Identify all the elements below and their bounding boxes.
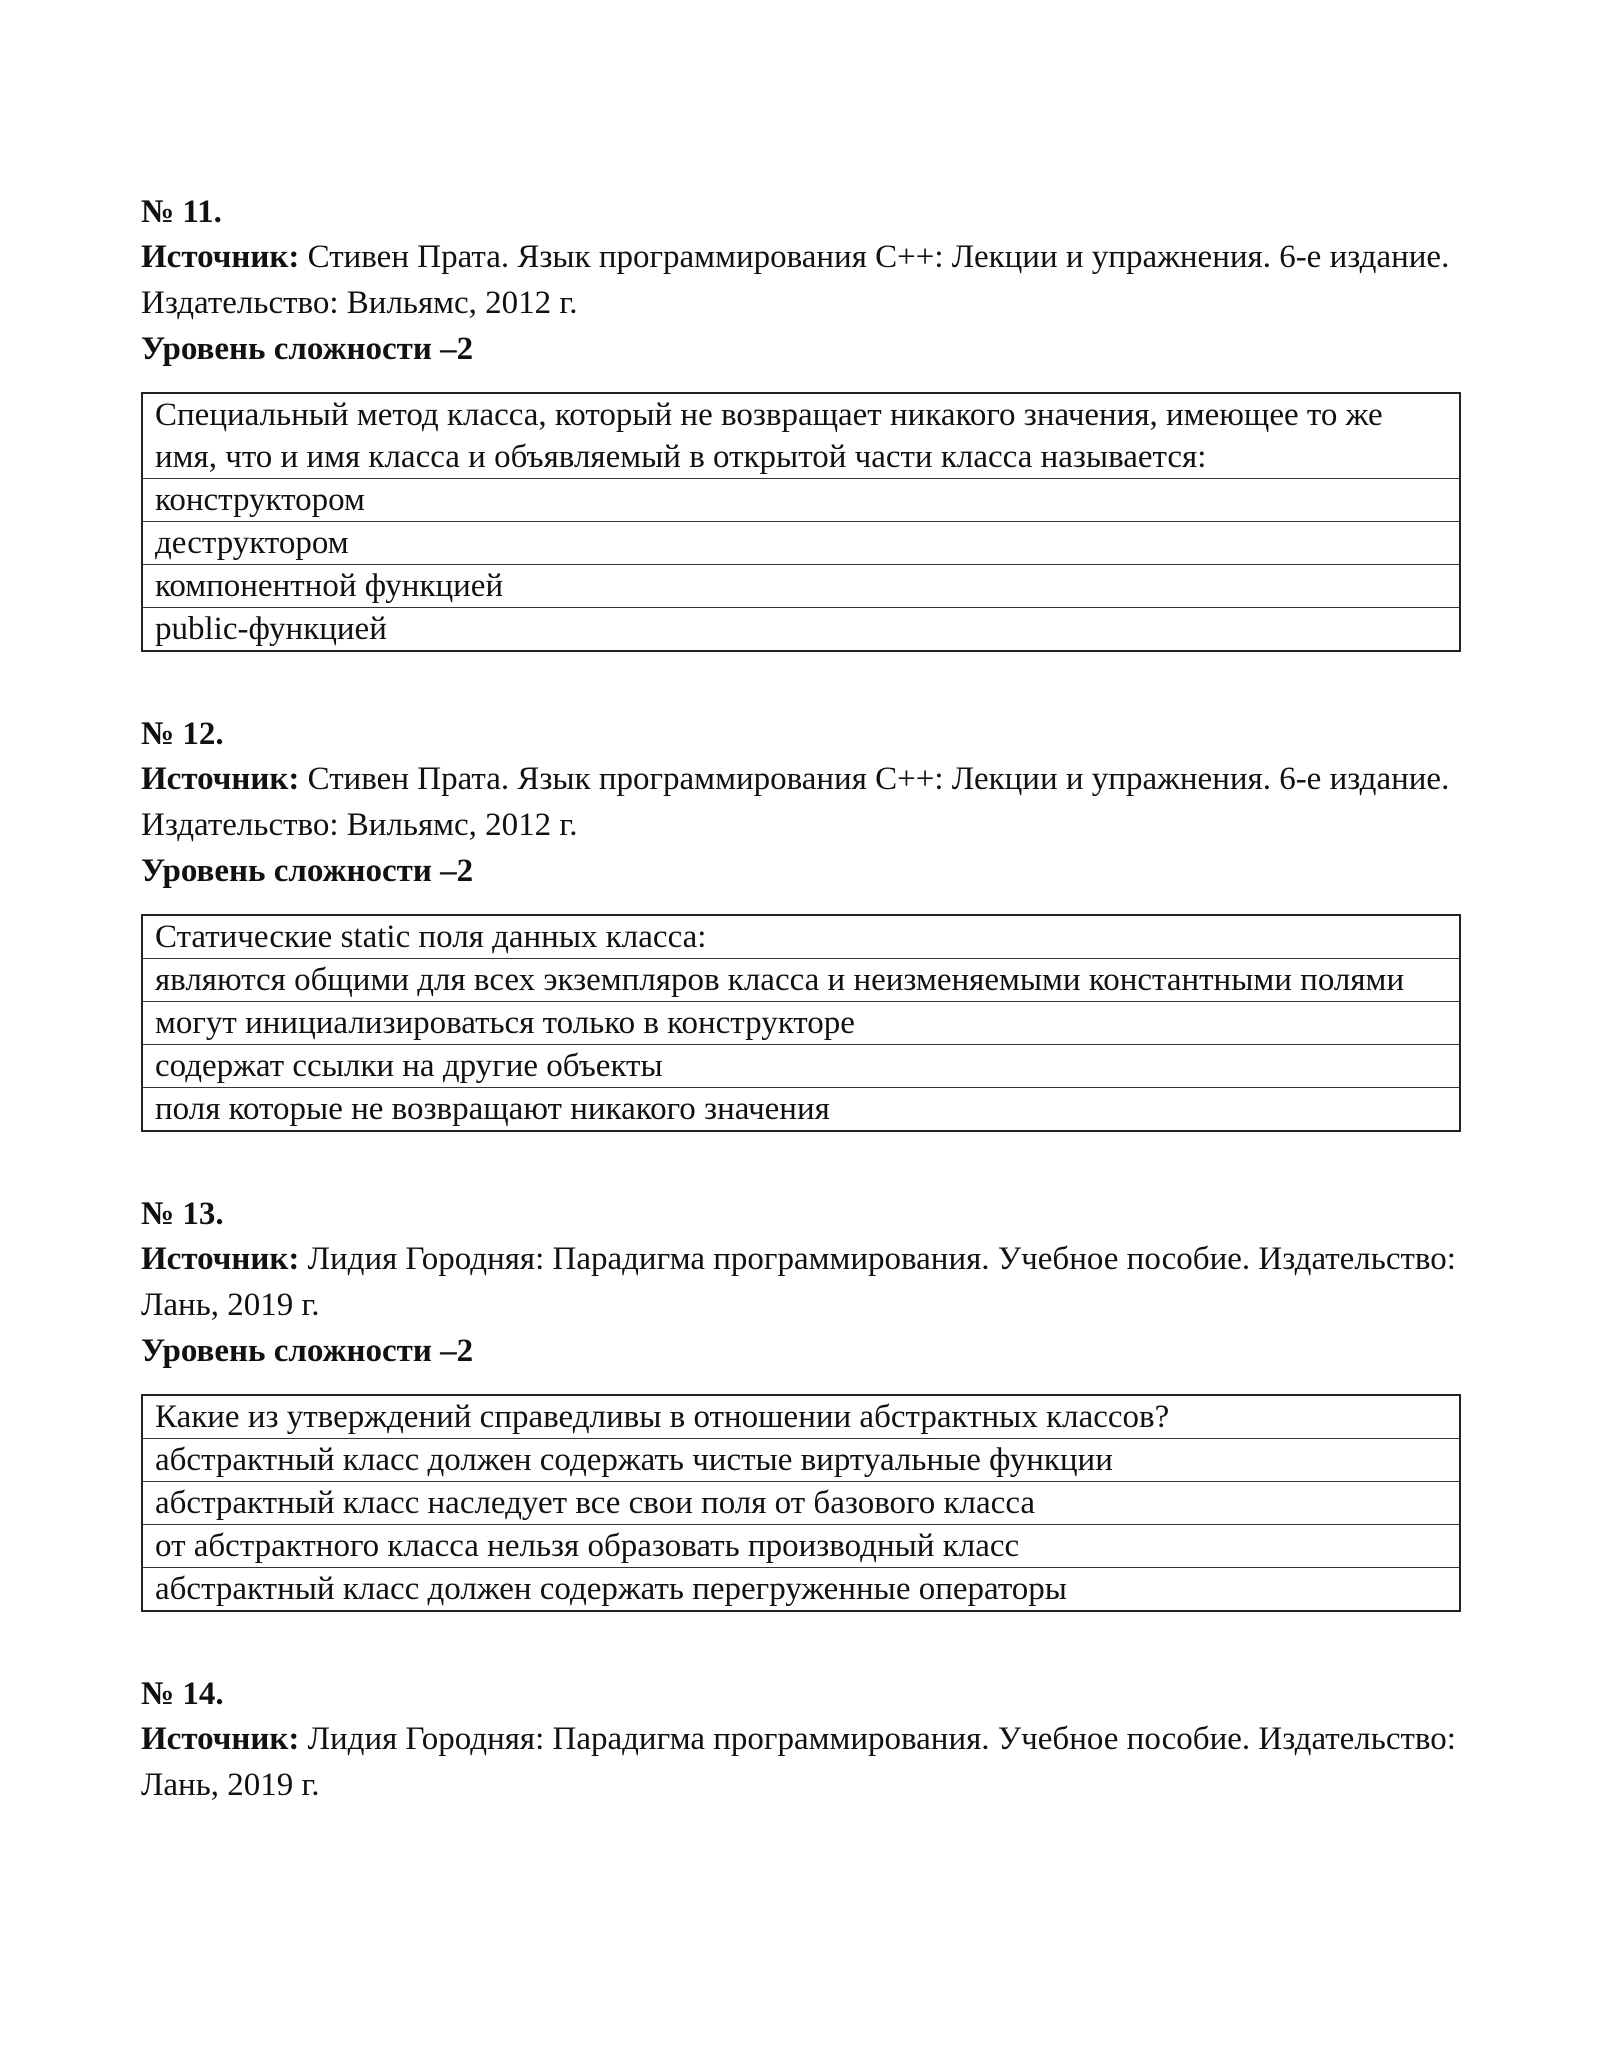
table-row (142, 1482, 1460, 1525)
answer-option: абстрактный класс должен содержать перегруженные операторы (142, 1568, 1460, 1612)
table-row (142, 1439, 1460, 1482)
answer-option: от абстрактного класса нельзя образовать производный класс (142, 1525, 1460, 1568)
table-row (142, 1568, 1460, 1612)
source-label: Источник: (141, 761, 300, 797)
table-row (142, 1088, 1460, 1132)
source-label: Источник: (141, 1721, 300, 1757)
question-prompt: Какие из утверждений справедливы в отношении абстрактных классов? (142, 1395, 1460, 1439)
table-row (142, 1525, 1460, 1568)
table-row (142, 1045, 1460, 1088)
answer-option: абстрактный класс наследует все свои поля от базового класса (142, 1482, 1460, 1525)
answer-option: абстрактный класс должен содержать чистые виртуальные функции (142, 1439, 1460, 1482)
source-text: Стивен Прата. Язык программирования С++: Лекции и упражнения. 6-е издание. Издательство: Вильямс, 2012 г. (141, 239, 1450, 321)
table-row (142, 393, 1460, 479)
table-row (142, 959, 1460, 1002)
document-page (141, 190, 1461, 1868)
answer-option: могут инициализироваться только в конструкторе (142, 1002, 1460, 1045)
table-row (142, 1002, 1460, 1045)
question-prompt: Специальный метод класса, который не возвращает никакого значения, имеющее то же имя, что и имя класса и объявляемый в открытой части класса называется: (142, 393, 1460, 479)
question-prompt: Статические static поля данных класса: (142, 915, 1460, 959)
table-row (142, 1395, 1460, 1439)
table-row (142, 479, 1460, 522)
answer-option: public-функцией (142, 608, 1460, 652)
question-number: № 11. (141, 194, 222, 230)
source-text: Стивен Прата. Язык программирования С++: Лекции и упражнения. 6-е издание. Издательство: Вильямс, 2012 г. (141, 761, 1450, 843)
answer-option: поля которые не возвращают никакого значения (142, 1088, 1460, 1132)
question-source (141, 756, 1461, 848)
answer-option: конструктором (142, 479, 1460, 522)
question-12 (141, 712, 1461, 1132)
difficulty-level: Уровень сложности –2 (141, 1333, 474, 1369)
question-source (141, 1716, 1461, 1808)
table-row (142, 522, 1460, 565)
table-row (142, 915, 1460, 959)
question-source (141, 1236, 1461, 1328)
answer-table (141, 1394, 1461, 1612)
answer-option: являются общими для всех экземпляров класса и неизменяемыми константными полями (142, 959, 1460, 1002)
difficulty-level: Уровень сложности –2 (141, 331, 474, 367)
question-number: № 14. (141, 1676, 224, 1712)
table-row (142, 565, 1460, 608)
question-number: № 12. (141, 716, 224, 752)
source-label: Источник: (141, 239, 300, 275)
question-source (141, 234, 1461, 326)
answer-option: компонентной функцией (142, 565, 1460, 608)
source-text: Лидия Городняя: Парадигма программирования. Учебное пособие. Издательство: Лань, 2019 г. (141, 1241, 1456, 1323)
question-number: № 13. (141, 1196, 224, 1232)
question-14 (141, 1672, 1461, 1808)
source-text: Лидия Городняя: Парадигма программирования. Учебное пособие. Издательство: Лань, 2019 г. (141, 1721, 1456, 1803)
question-11 (141, 190, 1461, 652)
question-13 (141, 1192, 1461, 1612)
answer-table (141, 392, 1461, 652)
table-row (142, 608, 1460, 652)
answer-option: содержат ссылки на другие объекты (142, 1045, 1460, 1088)
answer-table (141, 914, 1461, 1132)
source-label: Источник: (141, 1241, 300, 1277)
difficulty-level: Уровень сложности –2 (141, 853, 474, 889)
answer-option: деструктором (142, 522, 1460, 565)
